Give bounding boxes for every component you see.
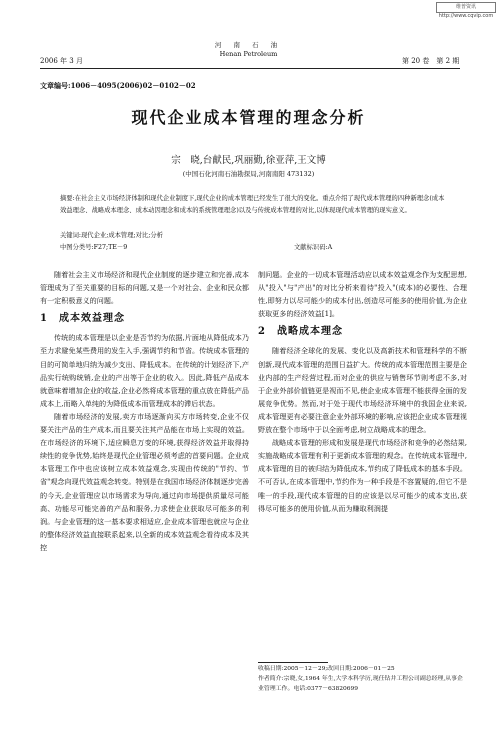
author-affiliation: (中国石化河南石油勘探局,河南南阳 473132) (182, 170, 315, 178)
volume-issue: 第 20 卷 第 2 期 (402, 57, 460, 65)
author-bio: 作者简介:宗晓,女,1964 年生,大学本科学历,现任钻井工程公司副总经理,从事企业管理工作。电话:0377－63820699 (258, 676, 463, 692)
section-1-paragraph: 随着市场经济的发展,卖方市场逐渐向买方市场转变,企业不仅要关注产品的生产成本,而且要关注其产品能在市场上实现的效益。在市场经济的环境下,适应瞬息万变的环境,获得经济效益并取得持续性的竞争优势,始终是现代企业管理必须考虑的首要问题。企业成本管理工作中也应该树立成本效益观念,实现由传统的"节约、节省"观念向现代效益观念转变。特别是在我国市场经济体制逐步完善的今天,企业管理应以市场需求为导向,通过向市场提供质量尽可能高、功能尽可能完善的产品和服务,力求使企业获取尽可能多的利润。与企业管理的这一基本要求相适应,企业成本管理也就应与企业的整体经济效益直接联系起来,以全新的成本效益观念看待成本及其控 (40, 411, 249, 552)
header-rule (40, 68, 460, 69)
keywords: 关键词:现代企业;成本管理;对比;分析 (60, 232, 163, 239)
section-1-heading: 1 成本效益理念 (40, 313, 125, 325)
document-code: 文献标识码:A (294, 244, 333, 251)
footnote-rule (258, 662, 328, 663)
right-column (258, 268, 467, 515)
classification-number: 中图分类号:F27;TE－9 (60, 244, 128, 251)
issue-date: 2006 年 3 月 (40, 57, 83, 65)
journal-name-en: Henan Petroleum (219, 50, 278, 58)
footnote (258, 664, 468, 694)
source-stamp: 维普资讯 http://www.cqvip.com (436, 2, 496, 13)
intro-paragraph: 随着社会主义市场经济和现代企业制度的逐步建立和完善,成本管理成为了至关重要的目标的问题,又是一个对社会、企业和民众都有一定积极意义的问题。 (40, 270, 249, 306)
journal-name: 河 南 石 油 (214, 41, 283, 49)
received-date: 收稿日期:2005－12－29;改回日期:2006－01－25 (258, 666, 395, 672)
section-2-paragraph: 战略成本管理的形成和发展是现代市场经济和竞争的必然结果,实施战略成本管理有利于更新成本管理的观念。在传统成本管理中,成本管理的目的被归结为降低成本,节约成了降低成本的基本手段。不可否认,在成本管理中,节约作为一种手段是不容置疑的,但它不是唯一的手段,现代成本管理的目的应该是以尽可能少的成本支出,获得尽可能多的使用价值,从而为赚取利润提 (258, 438, 467, 513)
continued-paragraph: 制问题。企业的一切成本管理活动应以成本效益观念作为支配思想,从"投入"与"产出"的对比分析来看待"投入"(成本)的必要性、合理性,即努力以尽可能少的成本付出,创造尽可能多的使用价值,为企业获取更多的经济效益[1]。 (258, 270, 467, 319)
article-number: 文章编号:1006－4095(2006)02－0102－02 (40, 81, 196, 90)
section-2-heading: 2 战略成本理念 (258, 326, 343, 338)
author-list: 宗 晓,台献民,巩丽勤,徐亚萍,王文博 (171, 155, 326, 166)
abstract: 摘要:在社会主义市场经济体制和现代企业制度下,现代企业的成本管理已经发生了很大的变化。重点介绍了现代成本管理的四种新理念(成本效益理念、战略成本理念、成本动因理念和成本的系统管理理念)以及与传统成本管理的对比,以体现现代成本管理的现实意义。 (60, 195, 445, 214)
section-2-paragraph: 随着经济全球化的发展、变化以及高新技术和管理科学的不断创新,现代成本管理的范围日益扩大。传统的成本管理范围主要是企业内部的生产经营过程,而对企业的供应与销售环节则考虑不多,对于企业外部价值链更是视而不见,使企业成本管理不能获得全面的发展竞争优势。然而,对于处于现代市场经济环境中的我国企业来说,成本管理更有必要注意企业外部环境的影响,应该把企业成本管理视野放在整个市场中于以全面考虑,树立战略成本的理念。 (258, 346, 467, 435)
left-column (40, 268, 249, 554)
article-title: 现代企业成本管理的理念分析 (131, 108, 366, 127)
section-1-paragraph: 传统的成本管理是以企业是否节约为依据,片面地从降低成本乃至力求避免某些费用的发生入手,强调节约和节省。传统成本管理的目的可简单地归纳为减少支出、降低成本。在传统的计划经济下,产品实行统购统销,企业的产出等于企业的收入。因此,降低产品成本就意味着增加企业的收益,企业必然将成本管理的重点放在降低产品成本上,而略入单纯的为降低成本而管理成本的滞后状态。 (40, 333, 249, 408)
